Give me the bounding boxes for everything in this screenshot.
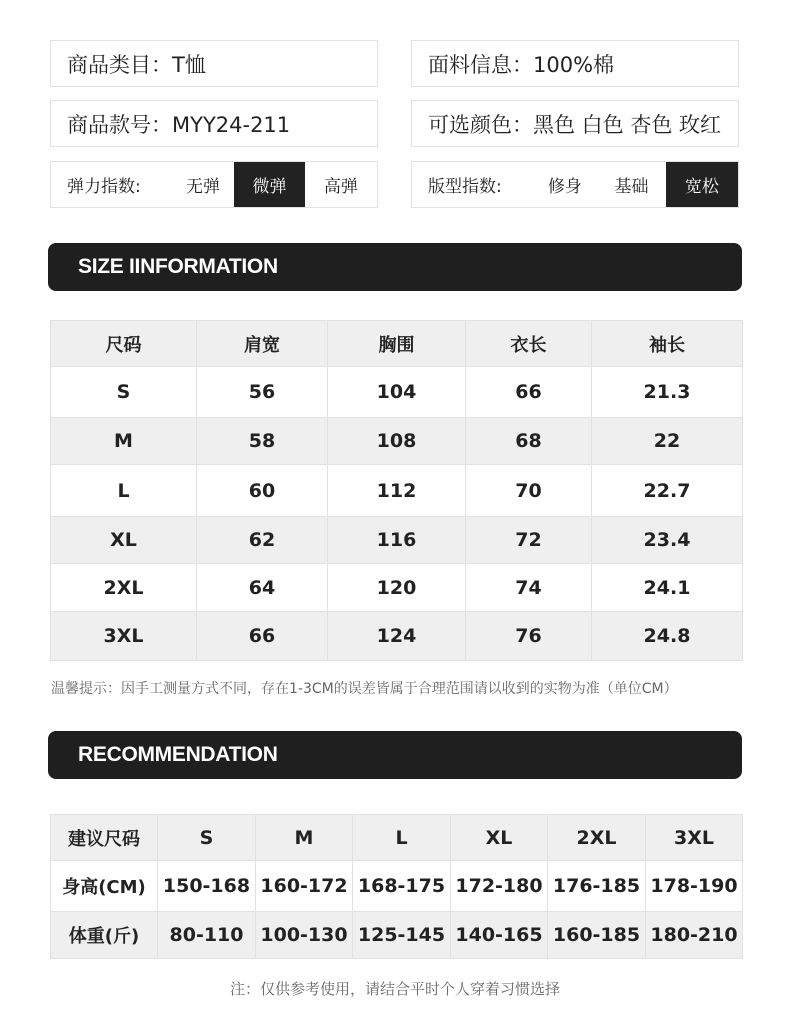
size-cell: 3XL (51, 612, 197, 661)
sleeve-cell: 22 (592, 418, 743, 465)
sleeve-cell: 23.4 (592, 517, 743, 564)
height-cell: 150-168 (158, 861, 256, 912)
chest-cell: 124 (328, 612, 466, 661)
chest-cell: 116 (328, 517, 466, 564)
size-table (50, 320, 743, 661)
table-row (51, 517, 743, 564)
recommendation-title: RECOMMENDATION (78, 743, 278, 766)
chest-cell: 108 (328, 418, 466, 465)
size-cell: L (51, 465, 197, 517)
size-cell: 2XL (51, 564, 197, 612)
header-cell: 衣长 (466, 321, 592, 367)
sleeve-cell: 24.8 (592, 612, 743, 661)
elasticity-row (50, 161, 378, 208)
length-cell: 74 (466, 564, 592, 612)
table-row (51, 612, 743, 661)
fit-option-slim: 修身 (547, 177, 582, 197)
size-cell: S (51, 367, 197, 418)
fit-row (411, 161, 739, 208)
shoulder-cell: 62 (197, 517, 328, 564)
header-cell: M (256, 815, 353, 861)
header-cell: 袖长 (592, 321, 743, 367)
weight-cell: 160-185 (548, 912, 646, 959)
shoulder-cell: 60 (197, 465, 328, 517)
row-label: 身高(CM) (51, 861, 158, 912)
sleeve-cell: 24.1 (592, 564, 743, 612)
elasticity-option-high: 高弹 (323, 177, 358, 197)
height-cell: 176-185 (548, 861, 646, 912)
weight-cell: 180-210 (646, 912, 743, 959)
fabric-text: 面料信息：100%棉 (428, 52, 615, 77)
weight-cell: 140-165 (451, 912, 548, 959)
model-text: 商品款号：MYY24-211 (67, 112, 291, 137)
table-row (51, 861, 743, 912)
length-cell: 70 (466, 465, 592, 517)
header-cell: L (353, 815, 451, 861)
size-section-title: SIZE IINFORMATION (78, 255, 278, 278)
sleeve-cell: 22.7 (592, 465, 743, 517)
shoulder-cell: 58 (197, 418, 328, 465)
header-cell: 建议尺码 (51, 815, 158, 861)
fit-option-loose: 宽松 (666, 162, 738, 207)
model-box (50, 100, 378, 147)
length-cell: 76 (466, 612, 592, 661)
table-row (51, 367, 743, 418)
shoulder-cell: 66 (197, 612, 328, 661)
chest-cell: 120 (328, 564, 466, 612)
height-cell: 168-175 (353, 861, 451, 912)
length-cell: 72 (466, 517, 592, 564)
header-cell: XL (451, 815, 548, 861)
recommendation-banner (48, 731, 742, 779)
recommendation-table (50, 814, 743, 959)
weight-cell: 100-130 (256, 912, 353, 959)
fit-option-regular: 基础 (614, 177, 649, 197)
sleeve-cell: 21.3 (592, 367, 743, 418)
header-cell: 肩宽 (197, 321, 328, 367)
colors-text: 可选颜色：黑色 白色 杏色 玫红 (428, 112, 722, 137)
table-row (51, 418, 743, 465)
colors-box (411, 100, 739, 147)
header-cell: 3XL (646, 815, 743, 861)
size-cell: M (51, 418, 197, 465)
table-row (51, 912, 743, 959)
weight-cell: 80-110 (158, 912, 256, 959)
size-section-banner (48, 243, 742, 291)
chest-cell: 104 (328, 367, 466, 418)
category-text: 商品类目：T恤 (67, 52, 206, 77)
header-cell: S (158, 815, 256, 861)
elasticity-label: 弹力指数: (67, 177, 141, 197)
header-cell: 尺码 (51, 321, 197, 367)
height-cell: 172-180 (451, 861, 548, 912)
table-row (51, 465, 743, 517)
weight-cell: 125-145 (353, 912, 451, 959)
recommendation-note: 注：仅供参考使用，请结合平时个人穿着习惯选择 (229, 980, 560, 998)
table-row (51, 564, 743, 612)
chest-cell: 112 (328, 465, 466, 517)
height-cell: 178-190 (646, 861, 743, 912)
size-cell: XL (51, 517, 197, 564)
shoulder-cell: 56 (197, 367, 328, 418)
header-cell: 胸围 (328, 321, 466, 367)
length-cell: 68 (466, 418, 592, 465)
recommendation-header (51, 815, 743, 861)
height-cell: 160-172 (256, 861, 353, 912)
row-label: 体重(斤) (51, 912, 158, 959)
fabric-box (411, 40, 739, 87)
shoulder-cell: 64 (197, 564, 328, 612)
size-table-header (51, 321, 743, 367)
length-cell: 66 (466, 367, 592, 418)
elasticity-option-none: 无弹 (185, 177, 220, 197)
fit-label: 版型指数: (428, 177, 502, 197)
size-note: 温馨提示：因手工测量方式不同，存在1-3CM的误差皆属于合理范围请以收到的实物为准（单位CM） (51, 681, 678, 697)
header-cell: 2XL (548, 815, 646, 861)
category-box (50, 40, 378, 87)
elasticity-option-slight: 微弹 (234, 162, 304, 207)
